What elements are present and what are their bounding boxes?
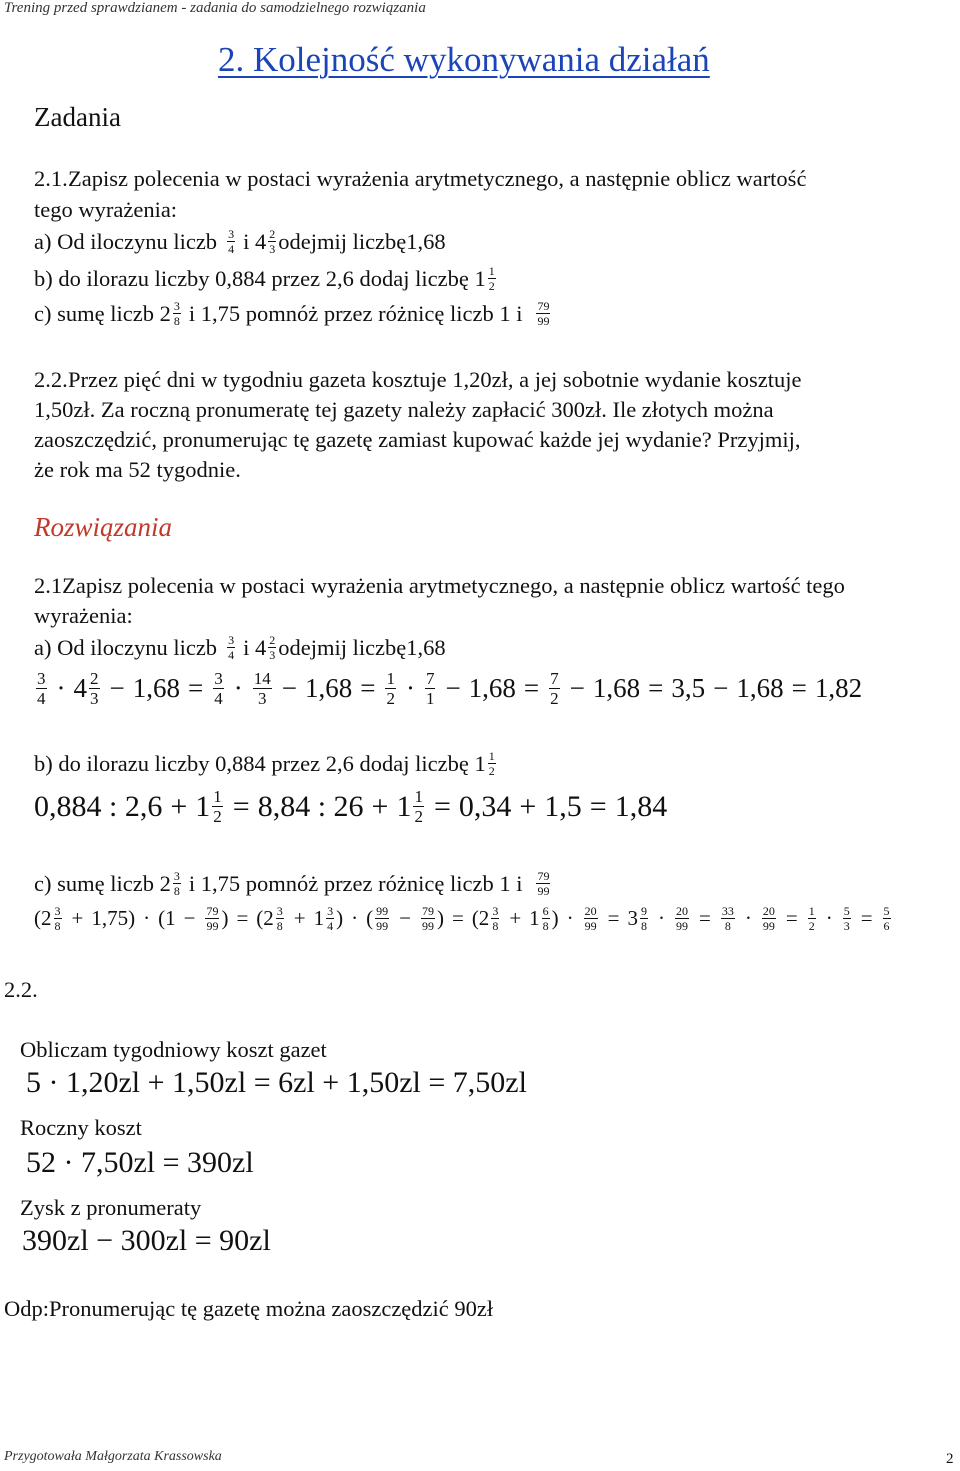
solution-text: 2.1Zapisz polecenia w postaci wyrażenia arytmetycznego, a następnie oblicz wartość tego xyxy=(34,573,845,598)
fraction: $\frac{9}{8}$ xyxy=(641,904,647,933)
task-text: zaoszczędzić, pronumerując tę gazetę zamiast kupować każde jej wydanie? Przyjmij, xyxy=(34,427,801,452)
fraction: $\frac{3}{8}$ xyxy=(173,869,180,898)
task-number: 2.2. xyxy=(34,367,68,392)
fraction: $\frac{3}{4}$ xyxy=(214,669,223,708)
page-number: 2 xyxy=(946,1451,954,1467)
fraction: $\frac{14}{3}$ xyxy=(253,669,271,708)
solution-text: c) sumę liczb 2 xyxy=(34,870,171,896)
yearly-calculation: 52 · 7,50zl = 390zl xyxy=(26,1146,254,1179)
fraction: $\frac{3}{8}$ xyxy=(492,904,499,933)
solution-text: wyrażenia: xyxy=(34,603,133,628)
fraction: $\frac{1}{2}$ xyxy=(386,669,395,708)
fraction: $\frac{3}{8}$ xyxy=(54,904,61,933)
fraction: $\frac{2}{3}$ xyxy=(269,633,276,662)
weekly-calculation: 5 · 1,20zl + 1,50zl = 6zl + 1,50zl = 7,50zl xyxy=(26,1066,527,1099)
fraction: $\frac{3}{4}$ xyxy=(37,669,46,708)
fraction: $\frac{20}{99}$ xyxy=(762,904,775,933)
task-text: tego wyrażenia: xyxy=(34,197,178,222)
footer-author: Przygotowała Małgorzata Krassowska xyxy=(4,1449,222,1464)
answer: Odp:Pronumerując tę gazetę można zaoszczędzić 90zł xyxy=(4,1296,494,1321)
fraction: $\frac{3}{8}$ xyxy=(276,904,283,933)
fraction: $\frac{3}{4}$ xyxy=(228,633,235,662)
task-text: c) sumę liczb 2 xyxy=(34,300,171,326)
fraction: $\frac{3}{4}$ xyxy=(228,227,235,256)
fraction: $\frac{20}{99}$ xyxy=(676,904,688,933)
fraction: $\frac{79}{99}$ xyxy=(537,869,550,898)
running-header: Trening przed sprawdzianem - zadania do samodzielnego rozwiązania xyxy=(4,0,426,16)
fraction: $\frac{5}{6}$ xyxy=(883,904,890,933)
fraction: $\frac{1}{2}$ xyxy=(414,787,423,826)
task-text: b) do ilorazu liczby 0,884 przez 2,6 dodaj liczbę 1 xyxy=(34,265,486,291)
solution-item-b xyxy=(34,750,498,777)
fraction: $\frac{2}{3}$ xyxy=(90,669,99,708)
fraction: $\frac{79}{99}$ xyxy=(421,904,434,933)
task-text: i 1,75 pomnóż przez różnicę liczb 1 i xyxy=(188,300,523,326)
solution-text: i 1,75 pomnóż przez różnicę liczb 1 i xyxy=(188,870,523,896)
task-text: Zapisz polecenia w postaci wyrażenia arytmetycznego, a następnie oblicz wartość xyxy=(68,166,807,191)
task-item-c xyxy=(34,300,552,327)
fraction: $\frac{7}{2}$ xyxy=(550,669,559,708)
fraction: $\frac{1}{2}$ xyxy=(213,787,222,826)
equation-c: (2 $\frac{3}{8}$ + 1,75) · (1 − $\frac{79}{99}$ ) = (2 $\frac{3}{8}$ + 1 $\frac{3}{4}$ ) · ( $\frac{99}{99}$ − $\frac{79}{99}$ ) = (2 $\frac{3}{8}$ + 1 $\frac{6}{8}$ ) · $\frac{20}{99}$ = 3 $\frac{9}{8}$ · $\frac{20}{99}$ = $\frac{33}{8}$ · $\frac{20}{99}$ = $\frac{1}{2}$ · $\frac{5}{3}$ = $\frac{5}{6}$ xyxy=(34,904,890,933)
equation-b: 0,884 : 2,6 + 1 $\frac{1}{2}$ = 8,84 : 26 + 1 $\frac{1}{2}$ = 0,34 + 1,5 = 1,84 xyxy=(34,787,668,826)
solution-number: 2.2. xyxy=(4,977,38,1002)
tasks-heading: Zadania xyxy=(34,102,121,132)
fraction: $\frac{3}{8}$ xyxy=(173,299,180,328)
solution-text: i 4 xyxy=(243,634,267,660)
task-text: 1,50zł. Za roczną pronumeratę tej gazety należy zapłacić 300zł. Ile złotych można xyxy=(34,397,774,422)
fraction: $\frac{33}{8}$ xyxy=(721,904,734,933)
task-text: że rok ma 52 tygodnie. xyxy=(34,457,241,482)
equation-a: $\frac{3}{4}$ · 4 $\frac{2}{3}$ − 1,68 = $\frac{3}{4}$ · $\frac{14}{3}$ − 1,68 = $\frac{1}{2}$ · $\frac{7}{1}$ − 1,68 = $\frac{7}{2}$ − 1,68 = 3,5 − 1,68 = 1,82 xyxy=(37,669,863,708)
solution-text: odejmij liczbę1,68 xyxy=(278,634,446,660)
weekly-label: Obliczam tygodniowy koszt gazet xyxy=(20,1037,327,1062)
task-text: odejmij liczbę1,68 xyxy=(278,228,446,254)
yearly-label: Roczny koszt xyxy=(20,1115,142,1140)
task-item-b xyxy=(34,265,498,292)
profit-label: Zysk z pronumeraty xyxy=(20,1195,202,1220)
fraction: $\frac{5}{3}$ xyxy=(843,904,850,933)
fraction: $\frac{7}{1}$ xyxy=(425,669,435,708)
task-text: Przez pięć dni w tygodniu gazeta kosztuje 1,20zł, a jej sobotnie wydanie kosztuje xyxy=(68,367,802,392)
fraction: $\frac{99}{99}$ xyxy=(376,904,389,933)
fraction: $\frac{1}{2}$ xyxy=(488,264,495,293)
solution-text: a) Od iloczynu liczb xyxy=(34,634,218,660)
task-text: a) Od iloczynu liczb xyxy=(34,228,218,254)
profit-calculation: 390zl − 300zl = 90zl xyxy=(22,1224,271,1257)
fraction: $\frac{2}{3}$ xyxy=(269,227,276,256)
solutions-heading: Rozwiązania xyxy=(34,512,173,542)
fraction: $\frac{6}{8}$ xyxy=(542,904,549,933)
chapter-title: 2. Kolejność wykonywania działań xyxy=(218,40,710,79)
solution-text: b) do ilorazu liczby 0,884 przez 2,6 dodaj liczbę 1 xyxy=(34,750,486,776)
fraction: $\frac{79}{99}$ xyxy=(537,299,550,328)
task-text: i 4 xyxy=(243,228,267,254)
task-number: 2.1. xyxy=(34,166,68,191)
solution-item-c xyxy=(34,870,552,897)
task-item-a xyxy=(34,228,446,255)
fraction: $\frac{1}{2}$ xyxy=(808,904,815,933)
solution-item-a xyxy=(34,634,446,661)
fraction: $\frac{79}{99}$ xyxy=(206,904,219,933)
fraction: $\frac{1}{2}$ xyxy=(488,749,495,778)
fraction: $\frac{20}{99}$ xyxy=(584,904,597,933)
fraction: $\frac{3}{4}$ xyxy=(327,904,334,933)
